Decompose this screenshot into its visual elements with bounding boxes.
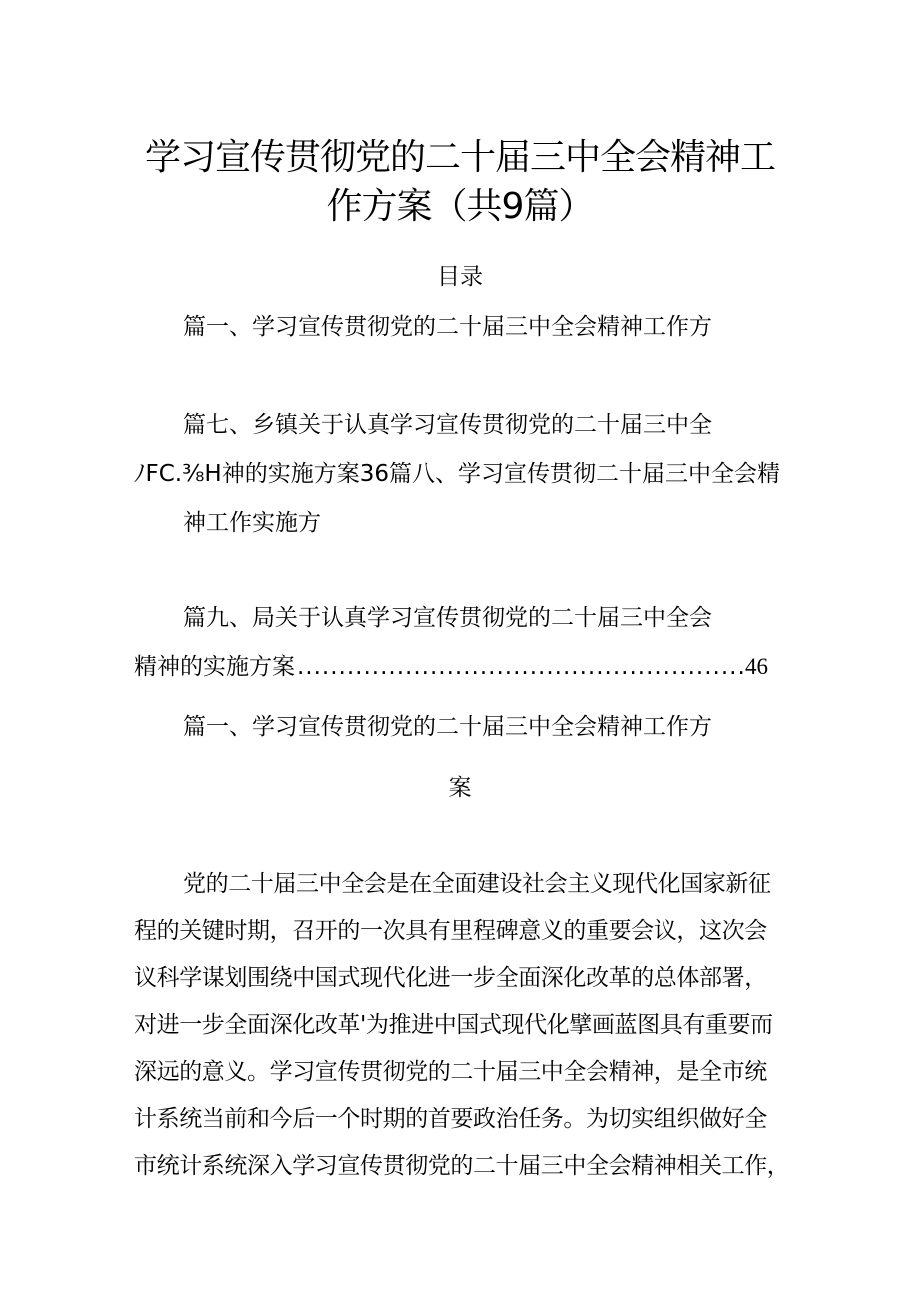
body-line-1: 党的二十届三中全会是在全面建设社会主义现代化国家新征 bbox=[183, 871, 771, 897]
toc-entry-7[interactable]: 篇七、乡镇关于认真学习宣传贯彻党的二十届三中全 bbox=[183, 412, 712, 438]
toc-entry-9-continued[interactable] bbox=[134, 652, 768, 682]
body-line-6: 计系统当前和今后一个时期的首要政治任务。为切实组织做好全 bbox=[134, 1106, 767, 1132]
toc-page-number: 46 bbox=[745, 654, 768, 679]
body-line-2: 程的关键时期，召开的一次具有里程碑意义的重要会议，这次会 bbox=[134, 918, 767, 944]
body-line-3: 议科学谋划围绕中国式现代化进一步全面深化改革的总体部署， bbox=[134, 965, 767, 991]
toc-heading: 目录 bbox=[437, 264, 483, 290]
toc-entry-9[interactable]: 篇九、局关于认真学习宣传贯彻党的二十届三中全会 bbox=[183, 605, 712, 631]
toc-entry-1[interactable]: 篇一、学习宣传贯彻党的二十届三中全会精神工作方 bbox=[183, 314, 712, 340]
body-line-7: 市统计系统深入学习宣传贯彻党的二十届三中全会精神相关工作， bbox=[134, 1153, 790, 1179]
body-line-5: 深远的意义。学习宣传贯彻党的二十届三中全会精神，是全市统 bbox=[134, 1059, 767, 1085]
section-heading-line-2: 案 bbox=[448, 775, 472, 801]
document-title-line-2: 作方案（共9篇） bbox=[326, 186, 594, 227]
section-heading-line-1: 篇一、学习宣传贯彻党的二十届三中全会精神工作方 bbox=[183, 714, 712, 740]
body-line-4: 对进一步全面深化改革'为推进中国式现代化擘画蓝图具有重要而 bbox=[134, 1012, 773, 1038]
toc-entry-8-continued[interactable]: 神工作实施方 bbox=[183, 510, 321, 536]
toc-entry-9-text: 精神的实施方案 bbox=[134, 654, 295, 680]
document-title-line-1: 学习宣传贯彻党的二十届三中全会精神工 bbox=[144, 137, 775, 178]
toc-entry-7-continued[interactable]: ﾉFC.⅜H神的实施方案36篇八、学习宣传贯彻二十届三中全会精 bbox=[134, 461, 780, 487]
toc-leader-dots bbox=[297, 652, 743, 682]
